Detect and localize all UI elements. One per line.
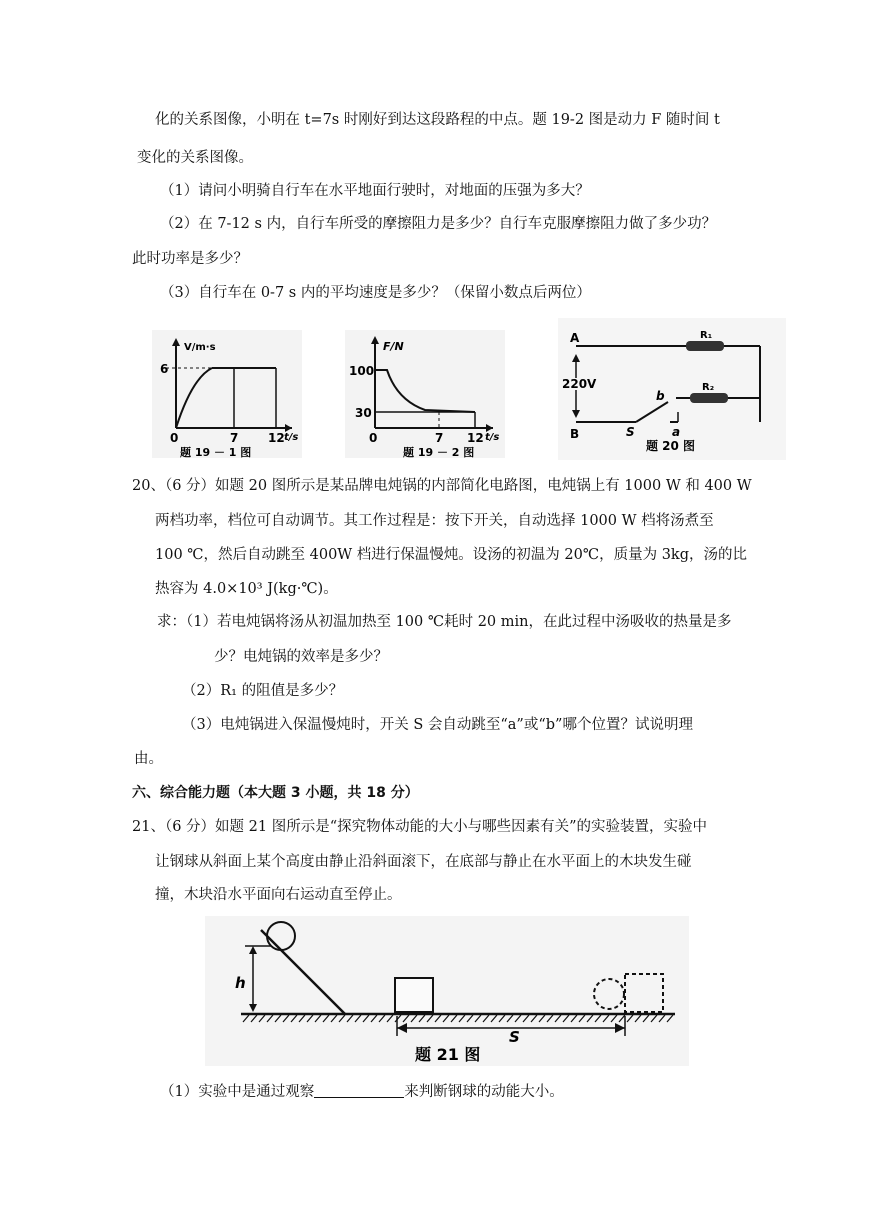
fig20-r1: R₁ — [700, 330, 713, 341]
q21-sub1-post: 来判断钢球的动能大小。 — [404, 1084, 564, 1100]
q19-line2: 变化的关系图像。 — [137, 150, 253, 166]
q19-sub1: （1）请问小明骑自行车在水平地面行驶时，对地面的压强为多大？ — [160, 183, 590, 199]
fig19-2-caption: 题 19 － 2 图 — [403, 446, 475, 458]
fig19-2-y100: 100 — [349, 364, 375, 378]
fig20-contact-b: b — [656, 389, 665, 403]
fig20-caption: 题 20 图 — [646, 439, 696, 453]
figure-21-apparatus — [205, 916, 689, 1066]
fig19-1-y6: 6 — [160, 362, 169, 376]
figure-19-1 — [152, 330, 302, 458]
fig19-1-xlabel: t/s — [284, 432, 299, 443]
q21-line2: 让钢球从斜面上某个高度由静止沿斜面滚下，在底部与静止在水平面上的木块发生碰 — [155, 854, 692, 870]
q19-sub2a: （2）在 7-12 s 内，自行车所受的摩擦阻力是多少？自行车克服摩擦阻力做了多少功？ — [160, 216, 717, 232]
fig19-1-caption: 题 19 － 1 图 — [180, 446, 252, 458]
fig20-label-b-node: B — [570, 427, 580, 441]
fig20-voltage: 220V — [562, 377, 597, 391]
fig19-1-x12: 12 — [268, 431, 285, 445]
q21-sub1 — [160, 1082, 564, 1102]
q20-ask2: （2）R₁ 的阻值是多少？ — [182, 683, 344, 699]
fig20-r2: R₂ — [702, 382, 715, 393]
q20-line3: 100 ℃，然后自动跳至 400W 档进行保温慢炖。设汤的初温为 20℃，质量为 3kg，汤的比 — [155, 547, 747, 563]
q21-line1: 21、（6 分）如题 21 图所示是“探究物体动能的大小与哪些因素有关”的实验装置，实验中 — [132, 819, 708, 835]
fig19-2-xlabel: t/s — [485, 432, 500, 443]
fig19-2-x7: 7 — [435, 431, 444, 445]
section-6-heading: 六、综合能力题（本大题 3 小题，共 18 分） — [132, 785, 419, 801]
q20-ask1a: 求：（1）若电炖锅将汤从初温加热至 100 ℃耗时 20 min，在此过程中汤吸收的热量是多 — [157, 614, 732, 630]
fig19-2-ylabel: F/N — [383, 340, 404, 353]
q20-line4: 热容为 4.0×10³ J(kg·℃)。 — [155, 581, 338, 597]
q20-line1: 20、（6 分）如题 20 图所示是某品牌电炖锅的内部简化电路图，电炖锅上有 1000 W 和 400 W — [132, 478, 752, 494]
q21-sub1-pre: （1）实验中是通过观察 — [160, 1084, 315, 1100]
q19-line1: 化的关系图像，小明在 t=7s 时刚好到达这段路程的中点。题 19-2 图是动力 F 随时间 t — [155, 112, 720, 128]
fig19-1-x7: 7 — [230, 431, 239, 445]
fig21-s-label: S — [509, 1028, 520, 1046]
fig20-switch-s: S — [626, 425, 635, 439]
fig20-label-a-node: A — [570, 331, 580, 345]
q19-sub3: （3）自行车在 0-7 s 内的平均速度是多少？（保留小数点后两位） — [160, 285, 591, 301]
q20-line2: 两档功率，档位可自动调节。其工作过程是：按下开关，自动选择 1000 W 档将汤煮至 — [155, 513, 714, 529]
fig19-2-y30: 30 — [355, 406, 372, 420]
q20-ask3b: 由。 — [134, 751, 163, 767]
q19-sub2b: 此时功率是多少？ — [132, 251, 248, 267]
fig19-1-ylabel: V/m·s — [184, 342, 216, 353]
q21-sub1-blank[interactable] — [314, 1083, 404, 1098]
fig19-1-x0: 0 — [170, 431, 179, 445]
figure-20-circuit — [558, 318, 786, 460]
fig19-2-x0: 0 — [369, 431, 378, 445]
figure-19-2 — [345, 330, 505, 458]
q20-ask1b: 少？电炖锅的效率是多少？ — [214, 649, 388, 665]
fig21-caption: 题 21 图 — [415, 1045, 481, 1064]
fig21-h-label: h — [235, 974, 246, 992]
q20-ask3a: （3）电炖锅进入保温慢炖时，开关 S 会自动跳至“a”或“b”哪个位置？试说明理 — [182, 717, 693, 733]
fig19-2-x12: 12 — [467, 431, 484, 445]
fig20-contact-a: a — [672, 425, 681, 439]
q21-line3: 撞，木块沿水平面向右运动直至停止。 — [155, 887, 402, 903]
